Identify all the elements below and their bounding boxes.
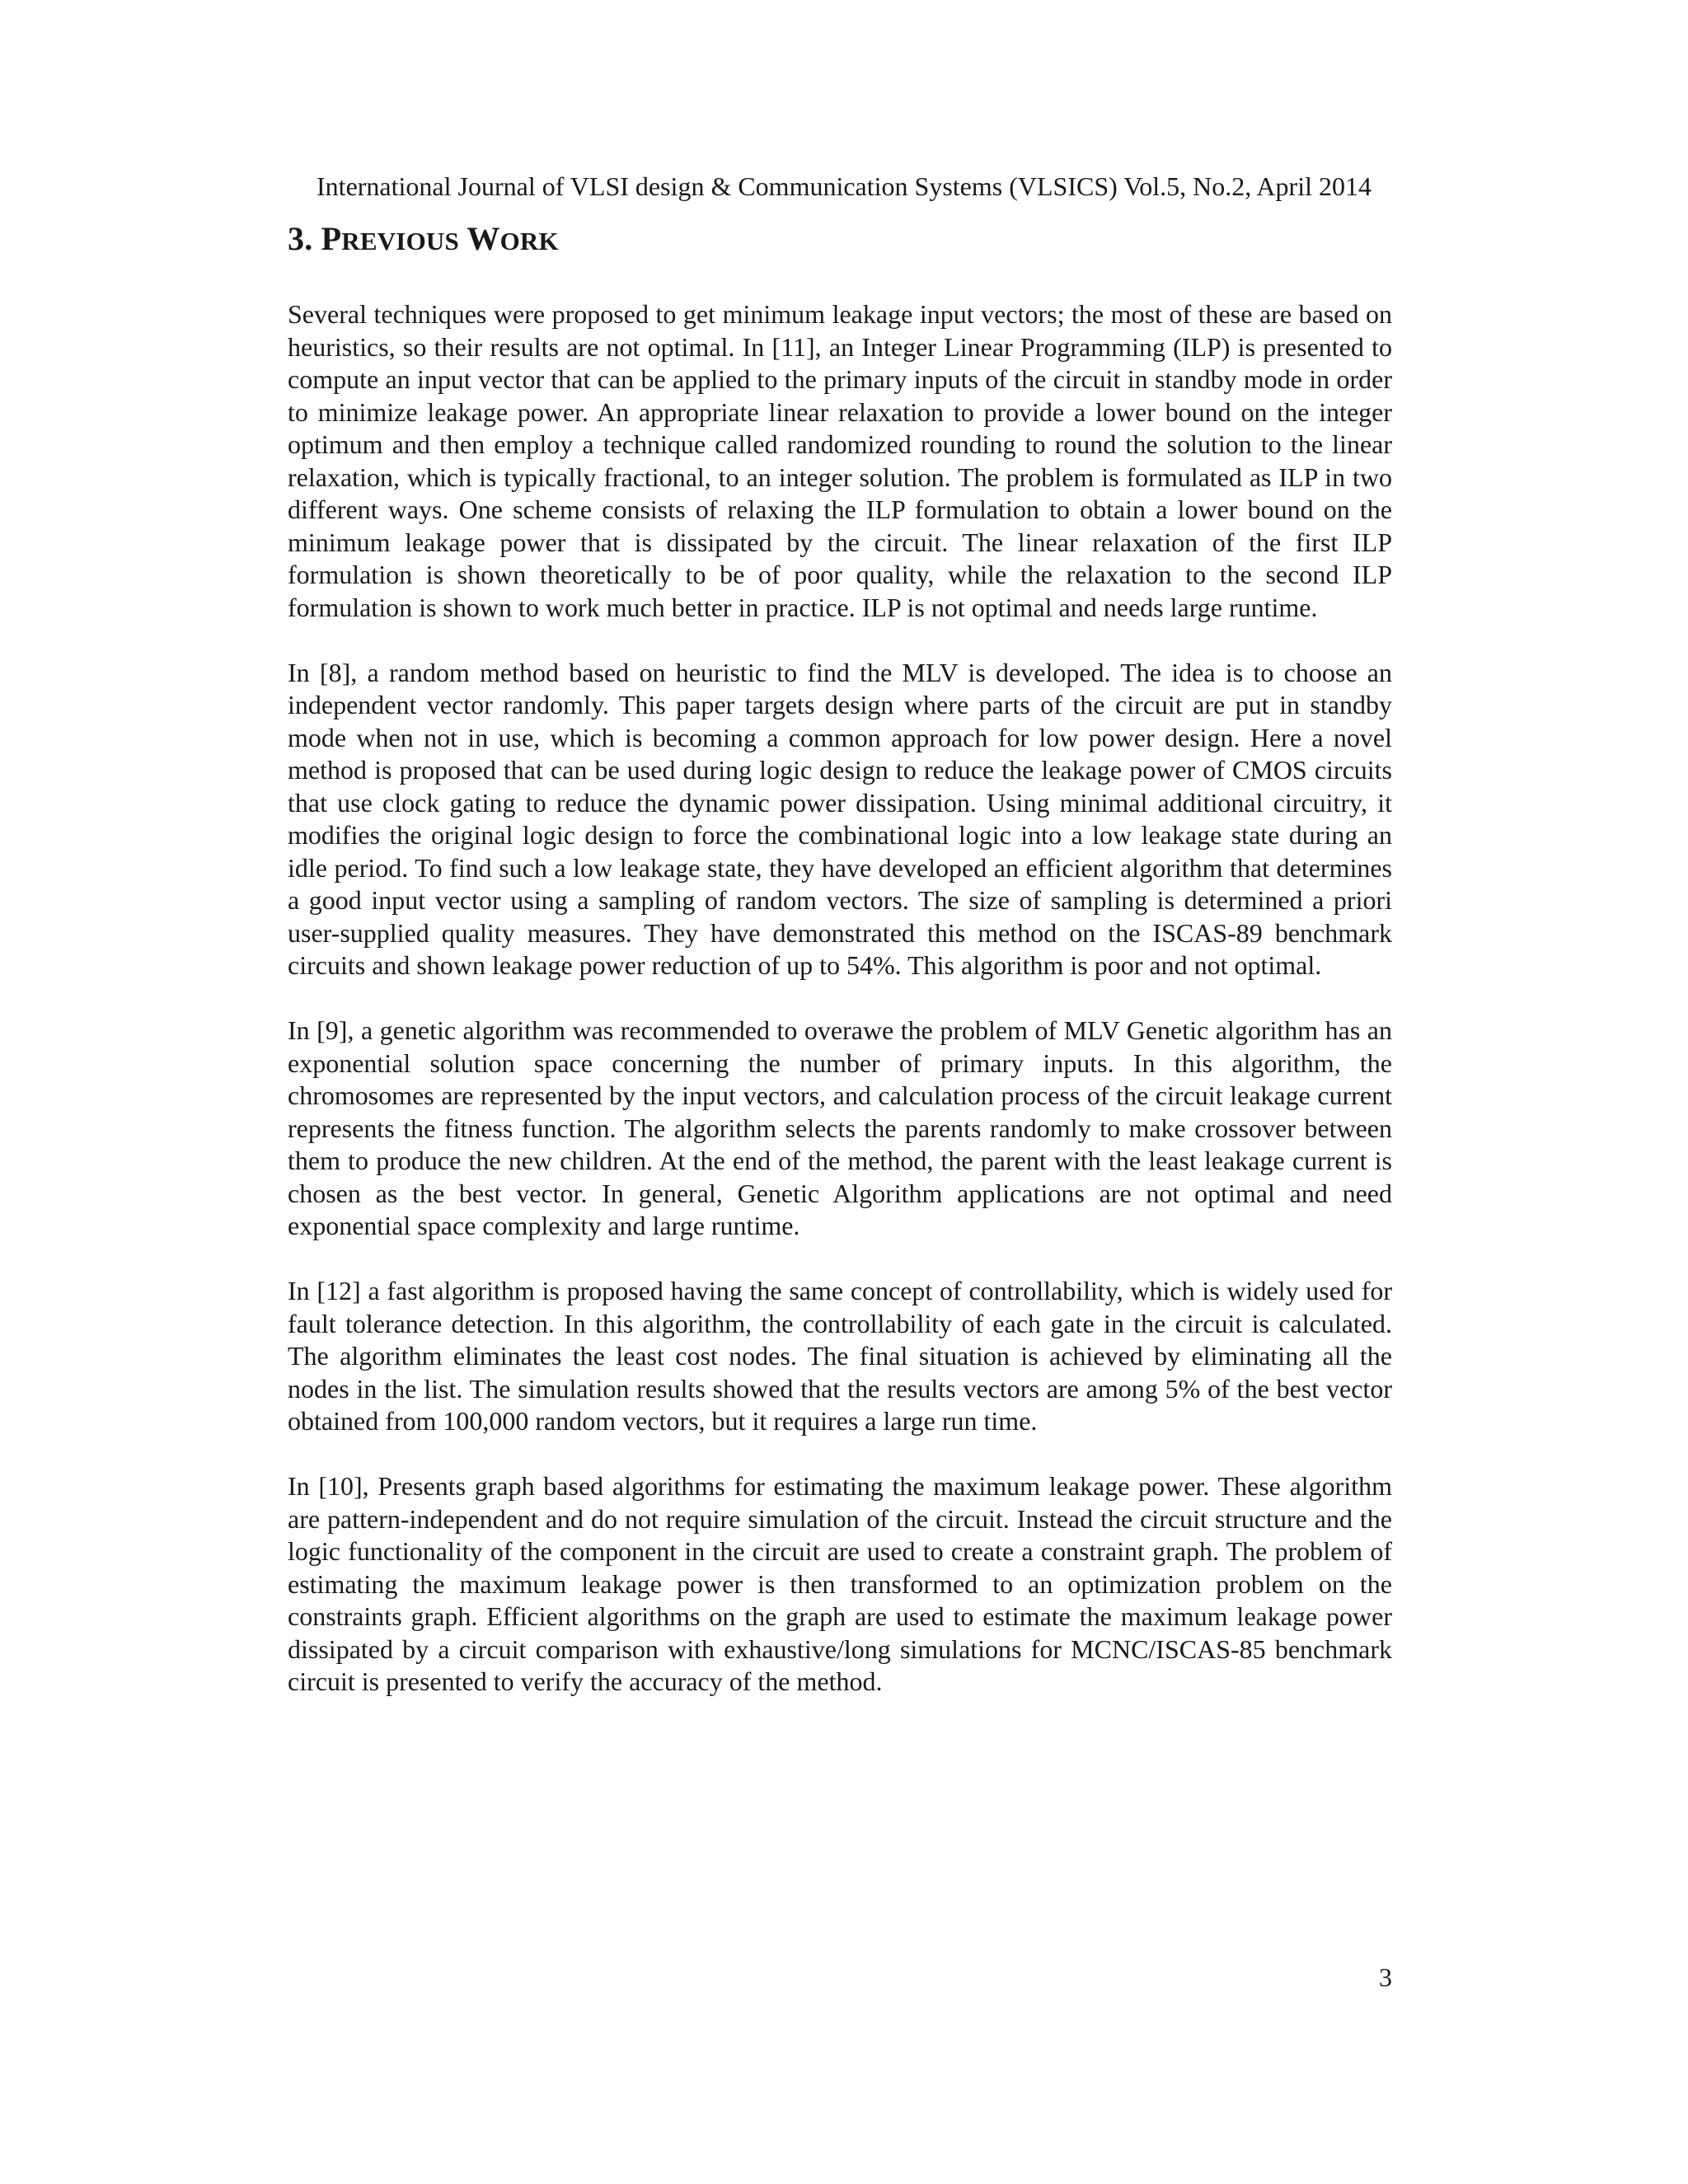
- section-title-initial-w: W: [467, 220, 500, 257]
- paragraph-graph-based: In [10], Presents graph based algorithms for estimating the maximum leakage power. These algorithm are pattern-independent and do not require simulation of the circuit. Instead the circuit structure and the logic functionality of the component in the circuit are used to create a constraint graph. The problem of estimating the maximum leakage power is then transformed to an optimization problem on the constraints graph. Efficient algorithms on the graph are used to estimate the maximum leakage power dissipated by a circuit comparison with exhaustive/long simulations for MCNC/ISCAS-85 benchmark circuit is presented to verify the accuracy of the method.: [288, 1471, 1392, 1696]
- section-number: 3.: [288, 220, 313, 257]
- section-title-smallcaps-ork: ORK: [499, 227, 559, 255]
- paragraph-genetic-algorithm: In [9], a genetic algorithm was recommended to overawe the problem of MLV Genetic algorithm has an exponential solution space concerning the number of primary inputs. In this algorithm, the chromosomes are represented by the input vectors, and calculation process of the circuit leakage current represents the fitness function. The algorithm selects the parents randomly to make crossover between them to produce the new children. At the end of the method, the parent with the least leakage current is chosen as the best vector. In general, Genetic Algorithm applications are not optimal and need exponential space complexity and large runtime.: [288, 1015, 1392, 1240]
- section-body: [288, 298, 1392, 1731]
- section-heading: [288, 219, 559, 261]
- paragraph-random-method: In [8], a random method based on heuristic to find the MLV is developed. The idea is to choose an independent vector randomly. This paper targets design where parts of the circuit are put in standby mode when not in use, which is becoming a common approach for low power design. Here a novel method is proposed that can be used during logic design to reduce the leakage power of CMOS circuits that use clock gating to reduce the dynamic power dissipation. Using minimal additional circuitry, it modifies the original logic design to force the combinational logic into a low leakage state during an idle period. To find such a low leakage state, they have developed an efficient algorithm that determines a good input vector using a sampling of random vectors. The size of sampling is determined a priori user-supplied quality measures. They have demonstrated this method on the ISCAS-89 benchmark circuits and shown leakage power reduction of up to 54%. This algorithm is poor and not optimal.: [288, 657, 1392, 980]
- running-header: International Journal of VLSI design & Communication Systems (VLSICS) Vol.5, No.2, April 2014: [316, 171, 1372, 201]
- paragraph-ilp: Several techniques were proposed to get minimum leakage input vectors; the most of these are based on heuristics, so their results are not optimal. In [11], an Integer Linear Programming (ILP) is presented to compute an input vector that can be applied to the primary inputs of the circuit in standby mode in order to minimize leakage power. An appropriate linear relaxation to provide a lower bound on the integer optimum and then employ a technique called randomized rounding to round the solution to the linear relaxation, which is typically fractional, to an integer solution. The problem is formulated as ILP in two different ways. One scheme consists of relaxing the ILP formulation to obtain a lower bound on the minimum leakage power that is dissipated by the circuit. The linear relaxation of the first ILP formulation is shown theoretically to be of poor quality, while the relaxation to the second ILP formulation is shown to work much better in practice. ILP is not optimal and needs large runtime.: [288, 299, 1392, 622]
- page-number: 3: [1379, 1962, 1392, 1992]
- section-title-smallcaps-revious: REVIOUS: [341, 227, 459, 255]
- paragraph-controllability: In [12] a fast algorithm is proposed having the same concept of controllability, which is widely used for fault tolerance detection. In this algorithm, the controllability of each gate in the circuit is calculated. The algorithm eliminates the least cost nodes. The final situation is achieved by eliminating all the nodes in the list. The simulation results showed that the results vectors are among 5% of the best vector obtained from 100,000 random vectors, but it requires a large run time.: [288, 1276, 1392, 1436]
- section-title-initial-p: P: [321, 220, 342, 257]
